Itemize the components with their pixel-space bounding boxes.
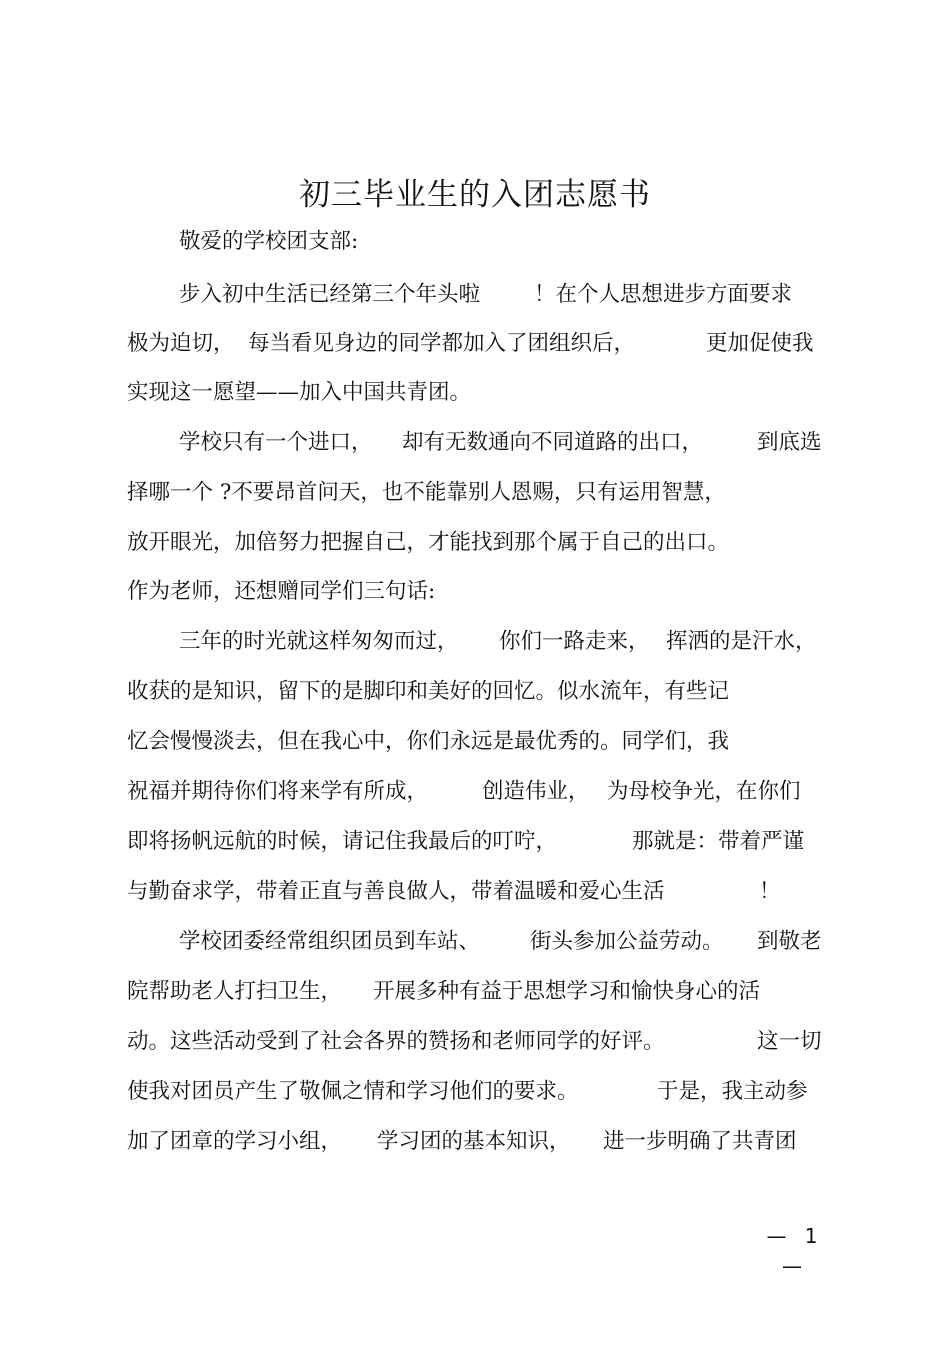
text-segment: 那就是：带着严谨	[632, 829, 805, 854]
text-segment: 收获的是知识，留下的是脚印和美好的回忆。似水流年，有些记	[127, 679, 730, 704]
text-segment: 挥洒的是汗水，	[666, 629, 817, 654]
page-number: — 1 —	[766, 1224, 824, 1278]
text-segment: 却有无数通向不同道路的出口，	[402, 430, 704, 455]
text-segment: 院帮助老人打扫卫生，	[127, 979, 343, 1004]
text-segment: 创造伟业，	[482, 779, 590, 804]
text-segment: 择哪一个 ?不要昂首问天，也不能靠别人恩赐，只有运用智慧，	[127, 480, 726, 505]
text-segment: 使我对团员产生了敬佩之情和学习他们的要求。	[127, 1079, 579, 1104]
text-segment: 加了团章的学习小组，	[127, 1129, 343, 1154]
text-segment: 于是，我主动参	[657, 1079, 808, 1104]
document-title: 初三毕业生的入团志愿书	[299, 177, 651, 213]
text-segment: 三年的时光就这样匆匆而过，	[179, 629, 459, 654]
text-segment: 忆会慢慢淡去，但在我心中，你们永远是最优秀的。同学们，我	[127, 729, 730, 754]
text-segment: 开展多种有益于思想学习和愉快身心的活	[373, 979, 761, 1004]
text-segment: 极为迫切，	[127, 331, 235, 356]
text-segment: 学习团的基本知识，	[377, 1129, 571, 1154]
text-segment: 这一切	[757, 1029, 822, 1054]
text-segment: ！在个人思想进步方面要求	[534, 282, 793, 307]
text-segment: 动。这些活动受到了社会各界的赞扬和老师同学的好评。	[127, 1029, 665, 1054]
text-segment: 步入初中生活已经第三个年头啦	[179, 282, 481, 307]
text-segment: 更加促使我	[706, 331, 814, 356]
text-segment: 即将扬帆远航的时候，请记住我最后的叮咛，	[127, 829, 558, 854]
text-segment: 到敬老	[757, 929, 822, 954]
text-segment: 你们一路走来，	[499, 629, 650, 654]
text-segment: 实现这一愿望——加入中国共青团。	[127, 380, 472, 405]
text-segment: ！	[759, 879, 781, 904]
text-segment: 放开眼光，加倍努力把握自己，才能找到那个属于自己的出口。	[127, 530, 730, 555]
text-segment: 祝福并期待你们将来学有所成，	[127, 779, 429, 804]
text-segment: 街头参加公益劳动。	[530, 929, 724, 954]
text-segment: 学校只有一个进口，	[179, 430, 373, 455]
text-segment: 学校团委经常组织团员到车站、	[179, 929, 481, 954]
text-segment: 与勤奋求学，带着正直与善良做人，带着温暖和爱心生活	[127, 879, 665, 904]
text-segment: 到底选	[757, 430, 822, 455]
text-segment: 为母校争光，在你们	[607, 779, 801, 804]
text-segment: 每当看见身边的同学都加入了团组织后，	[248, 331, 636, 356]
text-segment: 敬爱的学校团支部:	[179, 229, 359, 254]
text-segment: 进一步明确了共青团	[603, 1129, 797, 1154]
text-segment: 作为老师，还想赠同学们三句话:	[127, 579, 436, 604]
